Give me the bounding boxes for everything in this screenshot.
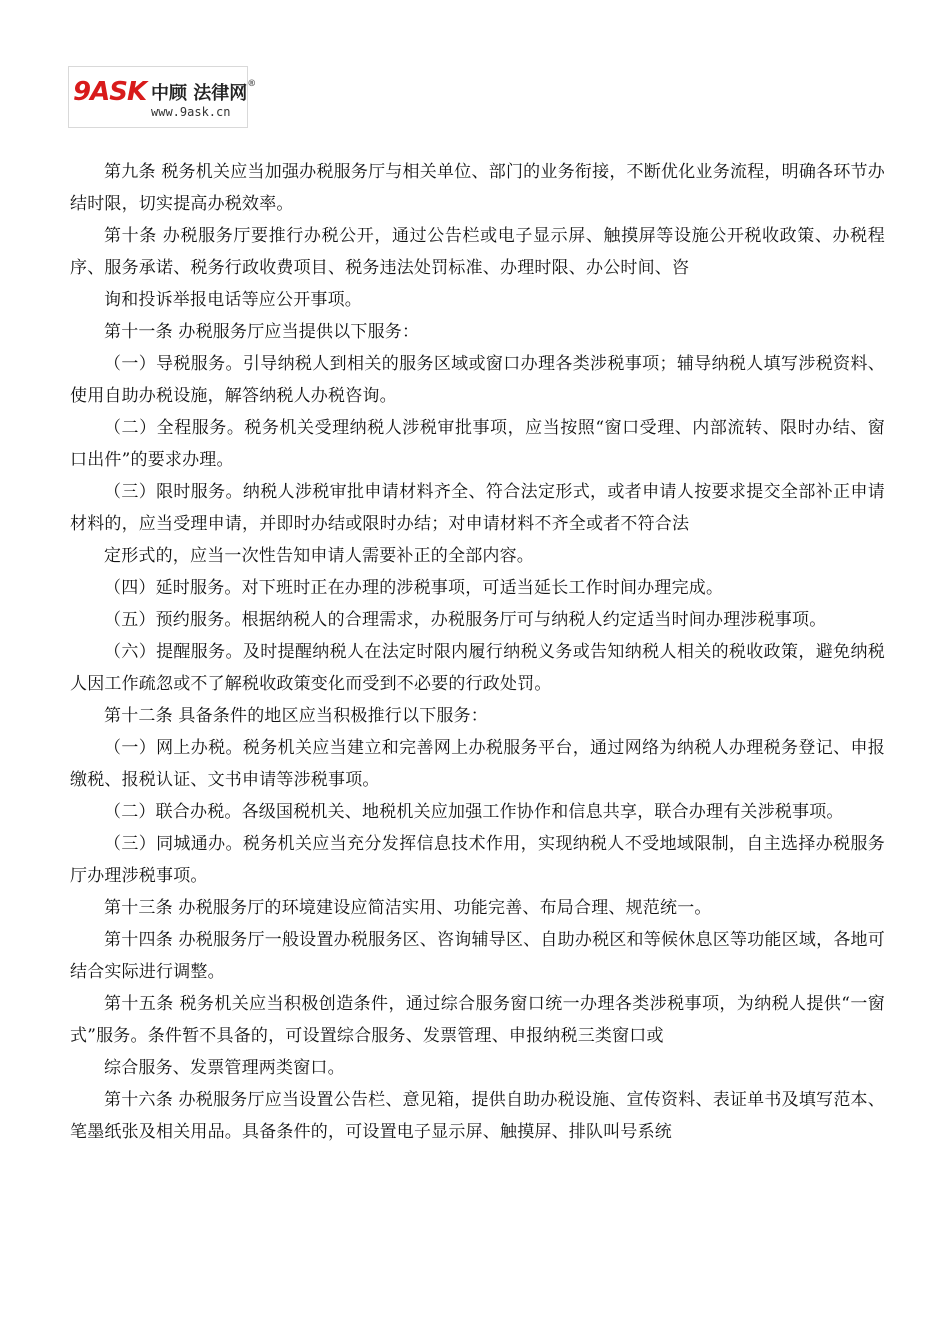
paragraph-11-item-1: （一）导税服务。引导纳税人到相关的服务区域或窗口办理各类涉税事项；辅导纳税人填写涉税资料、使用自助办税设施，解答纳税人办税咨询。: [70, 354, 885, 406]
registered-mark: ®: [247, 79, 257, 89]
logo-mark: [73, 77, 146, 107]
paragraph-11-item-3-cont: 定形式的，应当一次性告知申请人需要补正的全部内容。: [104, 546, 534, 566]
paragraph-article-10: 第十条 办税服务厅要推行办税公开，通过公告栏或电子显示屏、触摸屏等设施公开税收政策、办税程序、服务承诺、税务行政收费项目、税务违法处罚标准、办理时限、办公时间、咨: [70, 226, 885, 278]
paragraph-11-item-6: （六）提醒服务。及时提醒纳税人在法定时限内履行纳税义务或告知纳税人相关的税收政策，避免纳税人因工作疏忽或不了解税收政策变化而受到不必要的行政处罚。: [70, 642, 885, 694]
logo-nine: 9: [73, 77, 91, 107]
paragraph-article-10-cont: 询和投诉举报电话等应公开事项。: [104, 290, 362, 310]
paragraph-12-item-1: （一）网上办税。税务机关应当建立和完善网上办税服务平台，通过网络为纳税人办理税务登记、申报缴税、报税认证、文书申请等涉税事项。: [70, 738, 885, 790]
paragraph-article-11: 第十一条 办税服务厅应当提供以下服务：: [104, 322, 420, 342]
logo-ask: ASK: [90, 77, 147, 107]
paragraph-article-14: 第十四条 办税服务厅一般设置办税服务区、咨询辅导区、自助办税区和等候休息区等功能区域，各地可结合实际进行调整。: [70, 930, 885, 982]
paragraph-12-item-3: （三）同城通办。税务机关应当充分发挥信息技术作用，实现纳税人不受地域限制，自主选择办税服务厅办理涉税事项。: [70, 834, 885, 886]
paragraph-11-item-3: （三）限时服务。纳税人涉税审批申请材料齐全、符合法定形式，或者申请人按要求提交全部补正申请材料的，应当受理申请，并即时办结或限时办结；对申请材料不齐全或者不符合法: [70, 482, 885, 534]
paragraph-article-9: 第九条 税务机关应当加强办税服务厅与相关单位、部门的业务衔接，不断优化业务流程，明确各环节办结时限，切实提高办税效率。: [70, 162, 885, 214]
paragraph-12-item-2: （二）联合办税。各级国税机关、地税机关应加强工作协作和信息共享，联合办理有关涉税事项。: [104, 802, 844, 822]
logo-url: www.9ask.cn: [151, 105, 231, 119]
paragraph-11-item-5: （五）预约服务。根据纳税人的合理需求，办税服务厅可与纳税人约定适当时间办理涉税事项。: [104, 610, 827, 630]
paragraph-article-15: 第十五条 税务机关应当积极创造条件，通过综合服务窗口统一办理各类涉税事项，为纳税人提供“一窗式”服务。条件暂不具备的，可设置综合服务、发票管理、申报纳税三类窗口或: [70, 994, 885, 1046]
paragraph-article-13: 第十三条 办税服务厅的环境建设应简洁实用、功能完善、布局合理、规范统一。: [104, 898, 712, 918]
document-body: [70, 156, 885, 1148]
logo-name-text: 中顾 法律网: [151, 83, 248, 104]
paragraph-article-12: 第十二条 具备条件的地区应当积极推行以下服务：: [104, 706, 489, 726]
logo-name: [151, 79, 256, 105]
paragraph-11-item-2: （二）全程服务。税务机关受理纳税人涉税审批事项，应当按照“窗口受理、内部流转、限时办结、窗口出件”的要求办理。: [70, 418, 885, 470]
site-logo[interactable]: [68, 66, 257, 128]
paragraph-11-item-4: （四）延时服务。对下班时正在办理的涉税事项，可适当延长工作时间办理完成。: [104, 578, 724, 598]
paragraph-article-15-cont: 综合服务、发票管理两类窗口。: [104, 1058, 345, 1078]
paragraph-article-16: 第十六条 办税服务厅应当设置公告栏、意见箱，提供自助办税设施、宣传资料、表证单书及填写范本、笔墨纸张及相关用品。具备条件的，可设置电子显示屏、触摸屏、排队叫号系统: [70, 1090, 885, 1142]
